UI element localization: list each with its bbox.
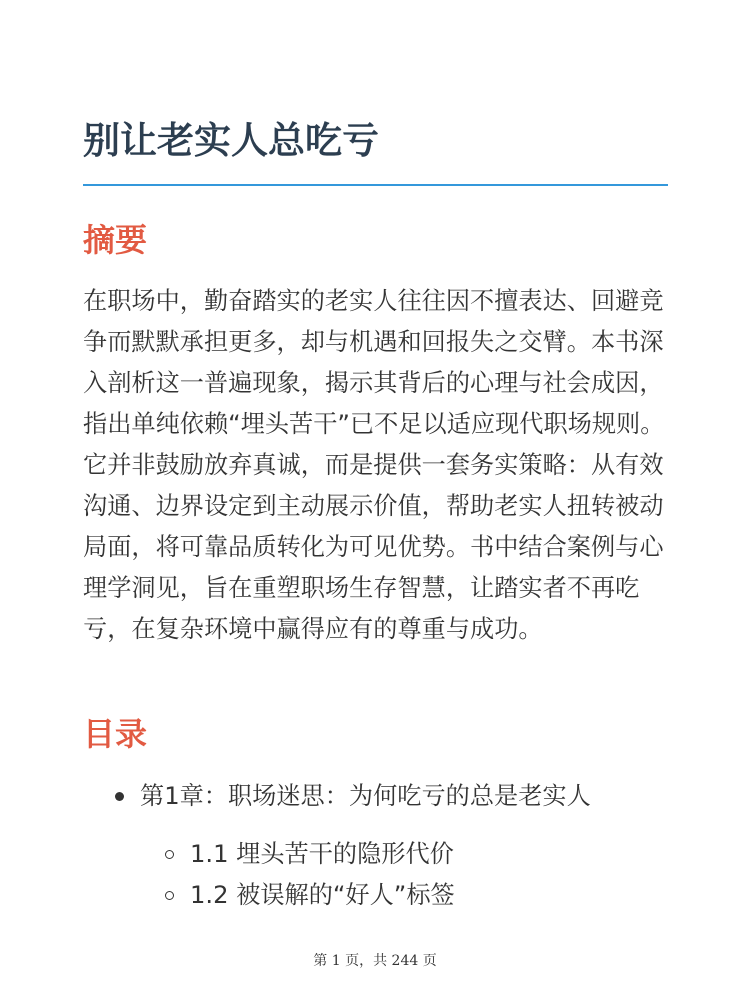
abstract-body: 在职场中，勤奋踏实的老实人往往因不擅表达、回避竞争而默默承担更多，却与机遇和回报失之交臂。本书深入剖析这一普遍现象，揭示其背后的心理与社会成因，指出单纯依赖“埋头苦干”已不足以适应现代职场规则。它并非鼓励放弃真诚，而是提供一套务实策略：从有效沟通、边界设定到主动展示价值，帮助老实人扭转被动局面，将可靠品质转化为可见优势。书中结合案例与心理学洞见，旨在重塑职场生存智慧，让踏实者不再吃亏，在复杂环境中赢得应有的尊重与成功。 [83,287,665,643]
toc-heading: 目录 [83,715,148,753]
toc-chapter-1[interactable] [110,778,591,814]
bullet-circle-icon [165,850,174,859]
toc-section-label: 1.1 埋头苦干的隐形代价 [190,840,454,868]
title-divider [83,184,668,186]
toc-section-1-2[interactable] [160,877,455,913]
abstract-heading: 摘要 [83,221,148,259]
bullet-disc-icon [115,792,124,801]
book-title: 别让老实人总吃亏 [83,119,379,162]
page-footer: 第 1 页，共 244 页 [313,953,437,969]
toc-section-1-1[interactable] [160,836,454,872]
bullet-circle-icon [165,891,174,900]
toc-section-label: 1.2 被误解的“好人”标签 [190,881,455,909]
toc-chapter-label: 第1章：职场迷思：为何吃亏的总是老实人 [140,782,591,810]
